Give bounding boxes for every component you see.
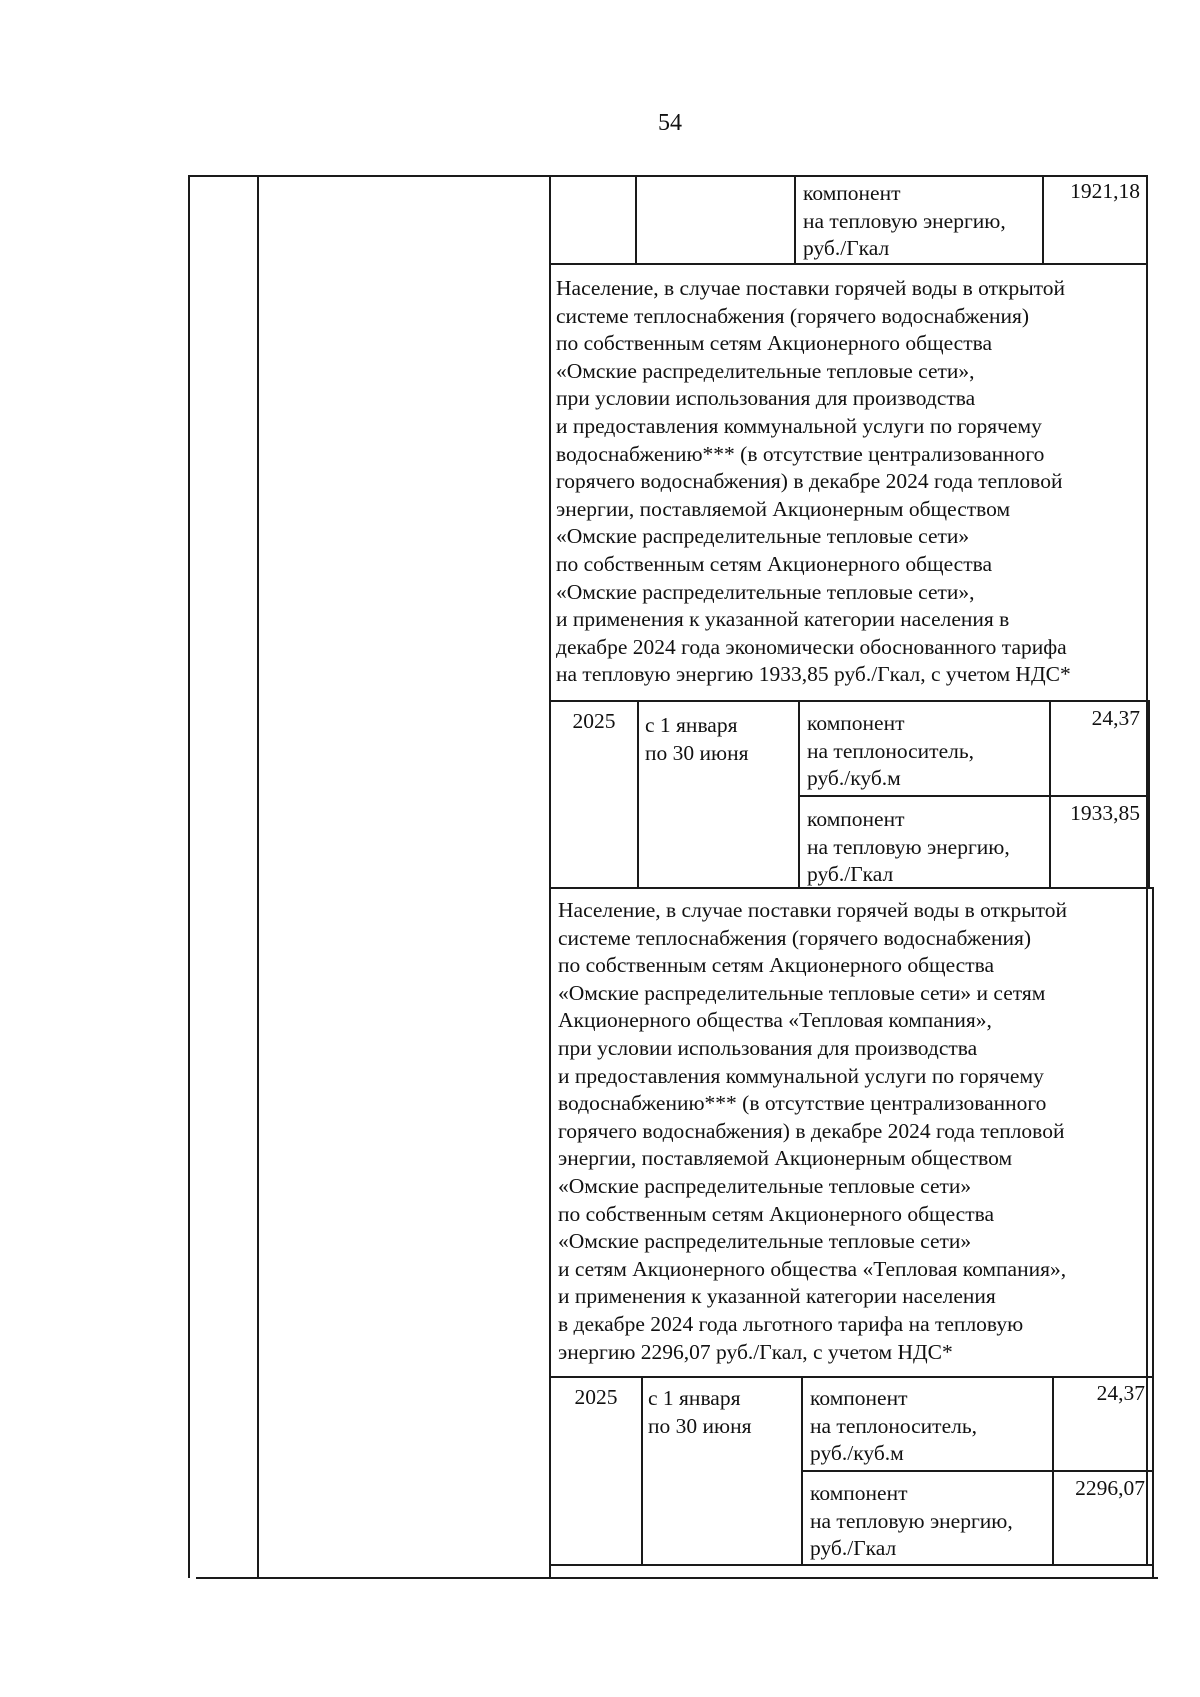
section2-top-border [549,887,1153,889]
section2-row-divider [801,1470,1153,1472]
table-left-border [188,175,190,1578]
section2-line: и применения к указанной категории населения [558,1284,996,1309]
section2-line: водоснабжению*** (в отсутствие централизованного [558,1091,1047,1116]
top-row-divider-b [794,175,796,263]
section1-divider-c [1049,700,1051,887]
section1-line: и применения к указанной категории населения в [556,607,1010,632]
section1-line: энергии, поставляемой Акционерным обществом [556,496,1011,521]
section2-line: при условии использования для производства [558,1035,978,1060]
section1-row-divider [798,795,1149,797]
section1-line: декабре 2024 года экономически обоснованного тарифа [556,634,1067,659]
section2-line: энергию 2296,07 руб./Гкал, с учетом НДС* [558,1339,953,1364]
section2-bottom-border [549,1564,1153,1566]
top-row-value: 1921,18 [1070,179,1140,203]
section1-line: на тепловую энергию 1933,85 руб./Гкал, с учетом НДС* [556,662,1071,687]
section2-period: с 1 января по 30 июня [648,1386,752,1438]
section2-line: Акционерного общества «Тепловая компания», [558,1008,992,1033]
top-row-component: компонент на тепловую энергию, руб./Гкал [803,181,1006,261]
section1-row1-value: 24,37 [1091,706,1140,730]
section2-right-border [1152,887,1154,1577]
section1-line: при условии использования для производства [556,386,976,411]
section2-line: по собственным сетям Акционерного общества [558,953,995,978]
section1-line: по собственным сетям Акционерного общества [556,551,993,576]
section1-top-border [549,263,1147,265]
section2-row1-component: компонент на теплоноситель, руб./куб.м [810,1386,978,1466]
section1-line: по собственным сетям Акционерного общества [556,331,993,356]
section1-year: 2025 [572,709,616,733]
table-bottom-border [196,1577,1158,1579]
top-row-divider-a [635,175,637,263]
section2-line: энергии, поставляемой Акционерным обществом [558,1146,1013,1171]
section1-description [556,275,1071,689]
section1-line: горячего водоснабжения) в декабре 2024 года тепловой [556,469,1063,494]
section1-period: с 1 января по 30 июня [645,713,749,765]
section2-description [558,897,1067,1366]
section2-line: и предоставления коммунальной услуги по горячему [558,1063,1044,1088]
section1-line: и предоставления коммунальной услуги по горячему [556,413,1042,438]
section1-divider-b [798,700,800,887]
section2-row2-value: 2296,07 [1075,1476,1145,1500]
section2-line: «Омские распределительные тепловые сети» и сетям [558,980,1046,1005]
section2-line: Население, в случае поставки горячей воды в открытой [558,898,1068,922]
section1-row2-value: 1933,85 [1070,801,1140,825]
section2-line: и сетям Акционерного общества «Тепловая компания», [558,1256,1067,1281]
section2-row1-value: 24,37 [1096,1381,1145,1405]
section2-row2-component: компонент на тепловую энергию, руб./Гкал [810,1481,1013,1561]
section2-line: по собственным сетям Акционерного общества [558,1201,995,1226]
section2-rows-top-border [549,1376,1153,1378]
section1-row1-component: компонент на теплоноситель, руб./куб.м [807,711,975,791]
top-row-divider-c [1042,175,1044,263]
section1-rows-top-border [549,700,1149,702]
section1-line: «Омские распределительные тепловые сети» [556,524,970,549]
section1-line: Население, в случае поставки горячей воды в открытой [556,276,1066,300]
section1-divider-a [637,700,639,887]
column-divider-1 [257,175,259,1578]
section1-row2-component: компонент на тепловую энергию, руб./Гкал [807,807,1010,887]
page-number: 54 [658,110,682,136]
table-top-border [188,175,1146,177]
section2-line: горячего водоснабжения) в декабре 2024 года тепловой [558,1118,1065,1143]
section2-line: в декабре 2024 года льготного тарифа на тепловую [558,1311,1024,1336]
section2-year: 2025 [574,1385,618,1409]
section1-line: «Омские распределительные тепловые сети», [556,579,975,604]
section2-divider-a [641,1376,643,1564]
column-divider-2 [549,175,551,1578]
section1-line: водоснабжению*** (в отсутствие централизованного [556,441,1045,466]
section2-line: «Омские распределительные тепловые сети» [558,1229,972,1254]
section1-right-border [1148,700,1150,887]
section1-line: «Омские распределительные тепловые сети», [556,358,975,383]
section2-line: системе теплоснабжения (горячего водоснабжения) [558,925,1032,950]
section2-line: «Омские распределительные тепловые сети» [558,1173,972,1198]
section1-line: системе теплоснабжения (горячего водоснабжения) [556,303,1030,328]
